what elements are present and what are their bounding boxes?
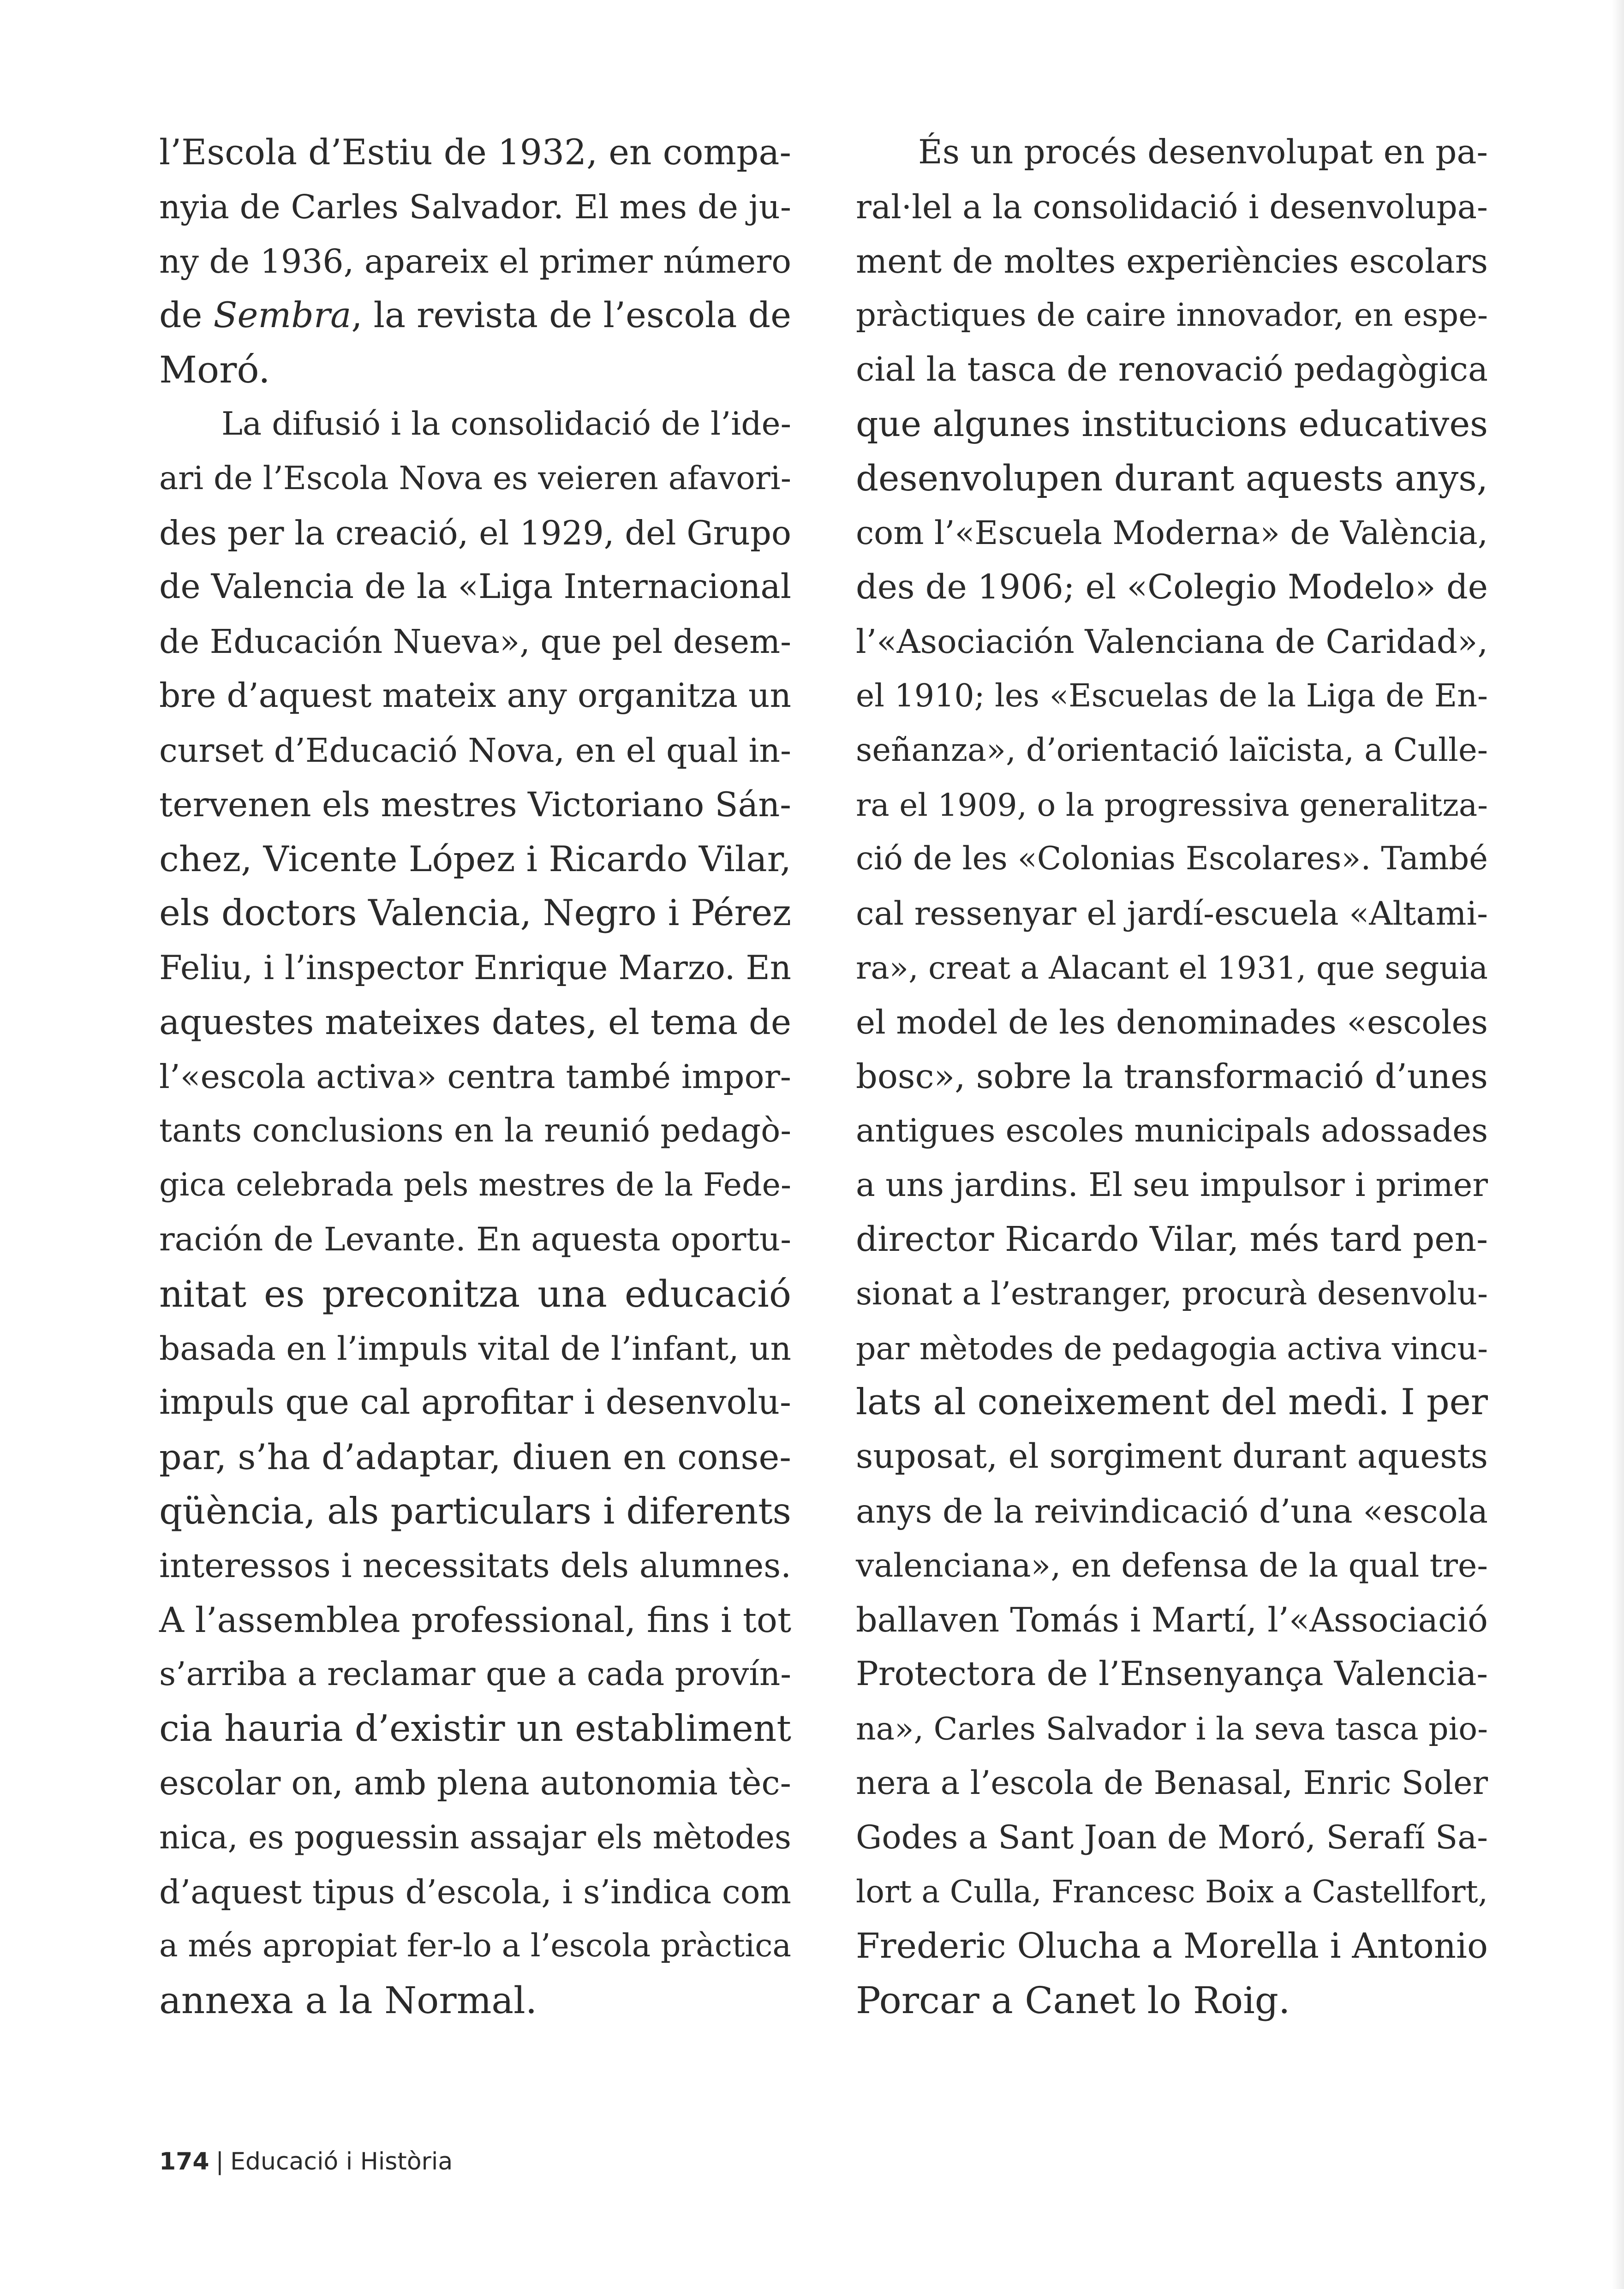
text-line: a més apropiat fer-lo a l’escola pràctica bbox=[159, 1928, 791, 1965]
text-line: suposat, el sorgiment durant aquests bbox=[856, 1437, 1488, 1476]
text-line: na», Carles Salvador i la seva tasca pio- bbox=[856, 1710, 1488, 1747]
text-line: el 1910; les «Escuelas de la Liga de En- bbox=[856, 677, 1488, 714]
text-line: director Ricardo Vilar, més tard pen- bbox=[856, 1219, 1488, 1259]
text-line: nera a l’escola de Benasal, Enric Soler bbox=[856, 1764, 1488, 1802]
text-line: ció de les «Colonias Escolares». També bbox=[856, 840, 1488, 878]
text-line: señanza», d’orientació laïcista, a Culle- bbox=[856, 731, 1488, 769]
text-line: nyia de Carles Salvador. El mes de ju- bbox=[159, 187, 791, 226]
text-line: des de 1906; el «Colegio Modelo» de bbox=[856, 568, 1488, 607]
text-fragment: , la revista de l’escola de bbox=[351, 295, 791, 336]
text-line: qüència, als particulars i diferents bbox=[159, 1489, 791, 1532]
text-line: cial la tasca de renovació pedagògica bbox=[856, 350, 1488, 389]
text-fragment: de bbox=[159, 295, 214, 336]
text-line: anys de la reivindicació d’una «escola bbox=[856, 1492, 1488, 1530]
text-line: interessos i necessitats dels alumnes. bbox=[159, 1546, 791, 1585]
text-line: desenvolupen durant aquests anys, bbox=[856, 458, 1488, 499]
text-line: des per la creació, el 1929, del Grupo bbox=[159, 513, 792, 552]
text-line: lort a Culla, Francesc Boix a Castellfort, bbox=[856, 1873, 1488, 1910]
running-title: Educació i Història bbox=[230, 2148, 453, 2175]
text-line: impuls que cal aprofitar i desenvolu- bbox=[159, 1382, 791, 1422]
text-line-with-journal-title bbox=[159, 288, 791, 343]
text-line: antigues escoles municipals adossades bbox=[856, 1112, 1488, 1150]
text-line: Porcar a Canet lo Roig. bbox=[856, 1979, 1290, 2022]
text-line: de Valencia de la «Liga Internacional bbox=[159, 568, 791, 607]
text-line: escolar on, amb plena autonomia tèc- bbox=[159, 1763, 791, 1802]
text-line: ballaven Tomás i Martí, l’«Associació bbox=[856, 1600, 1488, 1640]
footer-separator: | bbox=[215, 2148, 224, 2175]
text-line: a uns jardins. El seu impulsor i primer bbox=[856, 1166, 1488, 1204]
text-line: nica, es poguessin assajar els mètodes bbox=[159, 1818, 791, 1856]
text-line: sionat a l’estranger, procurà desenvolu- bbox=[856, 1275, 1488, 1312]
text-line: cal ressenyar el jardí-escuela «Altami- bbox=[856, 894, 1488, 933]
text-line: nitat es preconitza una educació bbox=[159, 1272, 791, 1315]
text-line: Godes a Sant Joan de Moró, Serafí Sa- bbox=[856, 1818, 1488, 1856]
text-line: bosc», sobre la transformació d’unes bbox=[856, 1057, 1488, 1096]
text-line: basada en l’impuls vital de l’infant, un bbox=[159, 1329, 791, 1368]
text-line: tants conclusions en la reunió pedagò- bbox=[159, 1112, 791, 1150]
text-line: Frederic Olucha a Morella i Antonio bbox=[856, 1926, 1488, 1966]
text-line: ra el 1909, o la progressiva generalitza- bbox=[856, 786, 1488, 823]
paragraph-first-line: La difusió i la consolidació de l’ide- bbox=[221, 405, 791, 442]
text-line: l’«Asociación Valenciana de Caridad», bbox=[856, 622, 1488, 661]
text-line: bre d’aquest mateix any organitza un bbox=[159, 676, 791, 715]
text-line: ral·lel a la consolidació i desenvolupa- bbox=[856, 187, 1488, 226]
text-line: chez, Vicente López i Ricardo Vilar, bbox=[159, 838, 791, 880]
text-line: Feliu, i l’inspector Enrique Marzo. En bbox=[159, 948, 791, 987]
text-line: par mètodes de pedagogia activa vincu- bbox=[856, 1330, 1488, 1367]
text-line: que algunes institucions educatives bbox=[856, 403, 1488, 444]
right-text-column bbox=[856, 126, 1488, 2028]
text-line: d’aquest tipus d’escola, i s’indica com bbox=[159, 1872, 791, 1911]
text-line: cia hauria d’existir un establiment bbox=[159, 1707, 791, 1750]
text-line: Moró. bbox=[159, 348, 270, 392]
text-line: l’«escola activa» centra també impor- bbox=[159, 1057, 791, 1096]
text-line: pràctiques de caire innovador, en espe- bbox=[856, 297, 1488, 334]
text-line: l’Escola d’Estiu de 1932, en compa- bbox=[159, 132, 791, 173]
text-line: s’arriba a reclamar que a cada provín- bbox=[159, 1655, 791, 1693]
page-footer bbox=[159, 2148, 453, 2175]
text-line: valenciana», en defensa de la qual tre- bbox=[856, 1547, 1488, 1584]
text-line: lats al coneixement del medi. I per bbox=[856, 1381, 1488, 1423]
text-line: aquestes mateixes dates, el tema de bbox=[159, 1002, 791, 1042]
text-line: A l’assemblea professional, fins i tot bbox=[159, 1600, 791, 1640]
text-line: de Educación Nueva», que pel desem- bbox=[159, 622, 791, 661]
text-line: el model de les denominades «escoles bbox=[856, 1003, 1488, 1041]
journal-title-sembra: Sembra bbox=[213, 295, 352, 336]
text-line: com l’«Escuela Moderna» de València, bbox=[856, 514, 1488, 552]
text-line: els doctors Valencia, Negro i Pérez bbox=[159, 892, 791, 934]
text-line: tervenen els mestres Victoriano Sán- bbox=[159, 785, 791, 825]
text-line: ny de 1936, apareix el primer número bbox=[159, 242, 791, 281]
text-line: ment de moltes experiències escolars bbox=[856, 241, 1488, 281]
left-text-column bbox=[159, 126, 791, 2028]
text-line: par, s’ha d’adaptar, diuen en conse- bbox=[159, 1436, 791, 1478]
text-line: annexa a la Normal. bbox=[159, 1979, 537, 2022]
text-line: ración de Levante. En aquesta oportu- bbox=[159, 1220, 791, 1258]
page-edge-shadow bbox=[1612, 0, 1624, 2289]
text-line: gica celebrada pels mestres de la Fede- bbox=[159, 1167, 791, 1204]
text-line: ari de l’Escola Nova es veieren afavori- bbox=[159, 460, 791, 497]
page-number: 174 bbox=[159, 2148, 209, 2175]
text-line: curset d’Educació Nova, en el qual in- bbox=[159, 731, 791, 770]
paragraph-first-line: És un procés desenvolupat en pa- bbox=[918, 133, 1488, 172]
text-line: ra», creat a Alacant el 1931, que seguia bbox=[856, 949, 1488, 986]
text-line: Protectora de l’Ensenyança Valencia- bbox=[856, 1655, 1488, 1694]
